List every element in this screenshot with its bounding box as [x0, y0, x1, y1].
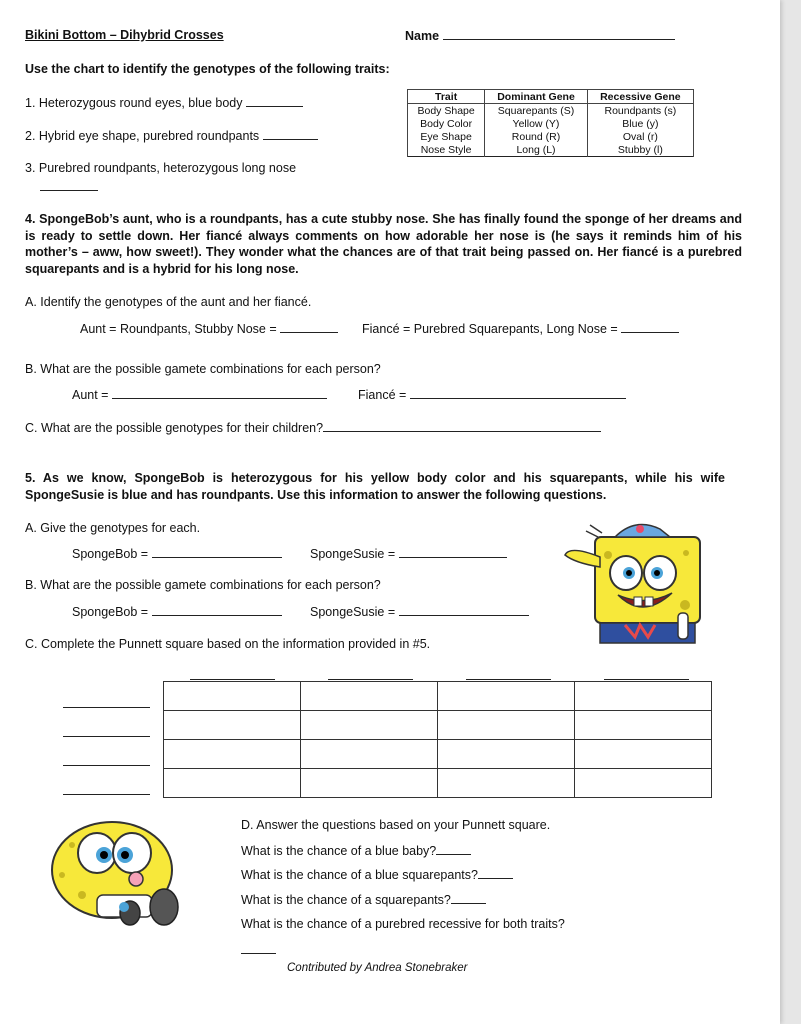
- answer-blank-3[interactable]: [40, 190, 98, 191]
- aunt-gametes-blank[interactable]: [112, 387, 327, 399]
- punnett-cell[interactable]: [575, 769, 712, 798]
- trait-row: [408, 143, 694, 157]
- punnett-cell[interactable]: [438, 682, 575, 711]
- recessive-cell: Oval (r): [587, 130, 693, 143]
- purebred-recessive-blank[interactable]: [241, 953, 276, 954]
- q5-a-prompt: A. Give the genotypes for each.: [25, 521, 201, 535]
- punnett-row: [164, 769, 712, 798]
- punnett-cell[interactable]: [575, 682, 712, 711]
- question-4-text: 4. SpongeBob’s aunt, who is a roundpants, has a cute stubby nose. She has finally found the sponge of her dreams and is ready to settle down. Her fiancé always comments on how adorable her nose is (he says it reminds him of his mother’s – aww, how sweet!). They wonder what the chances are of that trait being passed on. Her fiancé is a purebred squarepants and is a hybrid for his long nose.: [25, 212, 742, 276]
- recessive-cell: Blue (y): [587, 117, 693, 130]
- q5-b-prompt: B. What are the possible gamete combinations for each person?: [25, 578, 381, 592]
- name-label: Name: [405, 28, 675, 44]
- q5-spongebob-gametes: SpongeBob =: [72, 604, 282, 620]
- trait-cell: Body Color: [408, 117, 485, 130]
- punnett-row-header-blank[interactable]: [63, 707, 150, 708]
- dominant-cell: Long (L): [485, 143, 588, 157]
- answer-blank-2[interactable]: [263, 128, 318, 140]
- q5-d-question-2: What is the chance of a blue squarepants?: [241, 867, 513, 883]
- contributor-credit: Contributed by Andrea Stonebraker: [287, 962, 468, 974]
- name-field[interactable]: [443, 28, 675, 40]
- trait-row: [408, 104, 694, 118]
- header-trait: Trait: [408, 90, 485, 104]
- spongesusie-genotype-blank[interactable]: [399, 546, 507, 558]
- trait-chart: [407, 89, 694, 157]
- q4-aunt-genotype: Aunt = Roundpants, Stubby Nose =: [80, 321, 338, 337]
- question-5-text: 5. As we know, SpongeBob is heterozygous for his yellow body color and his squarepants, while his wife SpongeSusie is blue and has roundpants. Use this information to answer the following questions.: [25, 471, 725, 502]
- squarepants-blank[interactable]: [451, 892, 486, 904]
- children-genotypes-blank[interactable]: [323, 420, 601, 432]
- punnett-cell[interactable]: [301, 740, 438, 769]
- punnett-cell[interactable]: [575, 711, 712, 740]
- punnett-cell[interactable]: [575, 740, 712, 769]
- answer-blank-1[interactable]: [246, 95, 303, 107]
- punnett-cell[interactable]: [438, 711, 575, 740]
- punnett-column-header-blank[interactable]: [466, 679, 551, 680]
- punnett-cell[interactable]: [301, 682, 438, 711]
- q4-c-prompt: C. What are the possible genotypes for their children?: [25, 420, 601, 436]
- punnett-column-header-blank[interactable]: [328, 679, 413, 680]
- punnett-square: [163, 681, 712, 798]
- blue-baby-blank[interactable]: [436, 843, 471, 855]
- punnett-row: [164, 711, 712, 740]
- q5-d-question-4: What is the chance of a purebred recessive for both traits?: [241, 917, 565, 931]
- instructions: Use the chart to identify the genotypes of the following traits:: [25, 62, 390, 76]
- q4-b-prompt: B. What are the possible gamete combinations for each person?: [25, 362, 381, 376]
- recessive-cell: Roundpants (s): [587, 104, 693, 118]
- q5-spongebob-genotype: SpongeBob =: [72, 546, 282, 562]
- question-1: 1. Heterozygous round eyes, blue body: [25, 95, 303, 111]
- worksheet-title: Bikini Bottom – Dihybrid Crosses: [25, 28, 224, 42]
- punnett-cell[interactable]: [438, 769, 575, 798]
- baby-spongebob-icon: [42, 815, 192, 930]
- punnett-row-header-blank[interactable]: [63, 765, 150, 766]
- recessive-cell: Stubby (l): [587, 143, 693, 157]
- spongebob-genotype-blank[interactable]: [152, 546, 282, 558]
- q5-d-question-3: What is the chance of a squarepants?: [241, 892, 486, 908]
- trait-row: [408, 117, 694, 130]
- header-recessive: Recessive Gene: [587, 90, 693, 104]
- question-3: 3. Purebred roundpants, heterozygous long nose: [25, 161, 297, 175]
- q4-aunt-gametes: Aunt =: [72, 387, 327, 403]
- spongebob-gametes-blank[interactable]: [152, 604, 282, 616]
- dominant-cell: Squarepants (S): [485, 104, 588, 118]
- punnett-column-header-blank[interactable]: [604, 679, 689, 680]
- punnett-cell[interactable]: [164, 711, 301, 740]
- q4-fiance-genotype: Fiancé = Purebred Squarepants, Long Nose =: [362, 321, 679, 337]
- punnett-cell[interactable]: [301, 711, 438, 740]
- punnett-cell[interactable]: [164, 682, 301, 711]
- trait-chart-header: [408, 90, 694, 104]
- question-2: 2. Hybrid eye shape, purebred roundpants: [25, 128, 318, 144]
- punnett-cell[interactable]: [301, 769, 438, 798]
- dominant-cell: Yellow (Y): [485, 117, 588, 130]
- q4-fiance-gametes: Fiancé =: [358, 387, 626, 403]
- fiance-gametes-blank[interactable]: [410, 387, 626, 399]
- aunt-genotype-blank[interactable]: [280, 321, 338, 333]
- trait-cell: Eye Shape: [408, 130, 485, 143]
- punnett-column-header-blank[interactable]: [190, 679, 275, 680]
- q5-d-question-1: What is the chance of a blue baby?: [241, 843, 471, 859]
- punnett-row: [164, 740, 712, 769]
- q5-spongesusie-genotype: SpongeSusie =: [310, 546, 507, 562]
- q5-c-prompt: C. Complete the Punnett square based on the information provided in #5.: [25, 637, 431, 651]
- trait-cell: Body Shape: [408, 104, 485, 118]
- q5-spongesusie-gametes: SpongeSusie =: [310, 604, 529, 620]
- dominant-cell: Round (R): [485, 130, 588, 143]
- punnett-row-header-blank[interactable]: [63, 736, 150, 737]
- spongebob-salute-icon: [560, 515, 710, 650]
- punnett-row: [164, 682, 712, 711]
- punnett-cell[interactable]: [164, 769, 301, 798]
- punnett-cell[interactable]: [438, 740, 575, 769]
- trait-cell: Nose Style: [408, 143, 485, 157]
- spongesusie-gametes-blank[interactable]: [399, 604, 529, 616]
- punnett-row-header-blank[interactable]: [63, 794, 150, 795]
- header-dominant: Dominant Gene: [485, 90, 588, 104]
- blue-squarepants-blank[interactable]: [478, 867, 513, 879]
- fiance-genotype-blank[interactable]: [621, 321, 679, 333]
- punnett-cell[interactable]: [164, 740, 301, 769]
- q5-d-prompt: D. Answer the questions based on your Punnett square.: [241, 818, 551, 832]
- q4-a-prompt: A. Identify the genotypes of the aunt and her fiancé.: [25, 295, 312, 309]
- trait-row: [408, 130, 694, 143]
